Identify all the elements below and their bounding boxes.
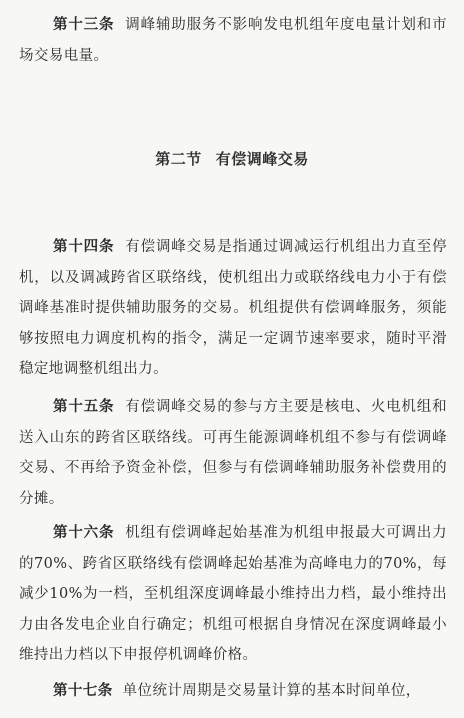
article-16 [19,518,447,671]
section-heading [0,148,464,169]
article-17 [19,676,447,707]
article-13 [19,10,447,71]
section-number: 第二节 [155,150,202,168]
article-number: 第十六条 [53,524,115,541]
section-title: 有偿调峰交易 [215,150,309,168]
article-text: 机组有偿调峰起始基准为机组申报最大可调出力的70%、跨省区联络线有偿调峰起始基准为高峰电力的70%，每减少10%为一档，至机组深度调峰最小维持出力档，最小维持出力由各发电企业自行确定；机组可根据自身情况在深度调峰最小维持出力档以下申报停机调峰价格。 [19,525,447,663]
article-text: 单位统计周期是交易量计算的基本时间单位， [122,683,421,699]
article-text: 有偿调峰交易是指通过调减运行机组出力直至停机，以及调减跨省区联络线，使机组出力或联络线电力小于有偿调峰基准时提供辅助服务的交易。机组提供有偿调峰服务，须能够按照电力调度机构的指令，满足一定调节速率要求，随时平滑稳定地调整机组出力。 [19,239,447,377]
article-text: 有偿调峰交易的参与方主要是核电、火电机组和送入山东的跨省区联络线。可再生能源调峰机组不参与有偿调峰交易、不再给予资金补偿，但参与有偿调峰辅助服务补偿费用的分摊。 [19,399,447,507]
article-number: 第十七条 [53,682,113,699]
article-number: 第十三条 [53,16,115,33]
article-text: 调峰辅助服务不影响发电机组年度电量计划和市场交易电量。 [19,17,447,64]
article-number: 第十四条 [53,238,115,255]
article-number: 第十五条 [53,398,115,415]
article-14 [19,232,447,385]
article-15 [19,392,447,514]
